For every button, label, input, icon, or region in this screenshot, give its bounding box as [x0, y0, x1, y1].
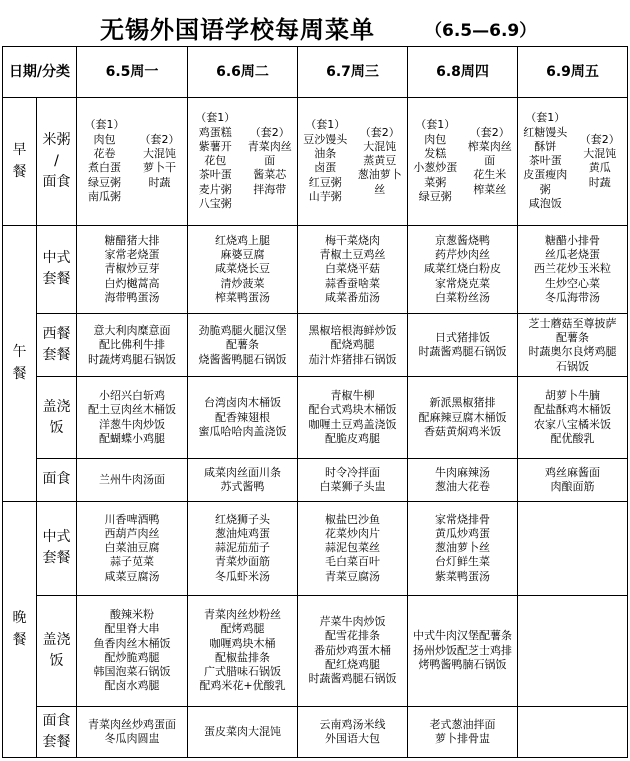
menu-cell: 酸辣米粉 配里脊大串 鱼香肉丝木桶饭 配炒脆鸡腿 韩国泡菜石锅饭 配卤水鸡腿: [77, 595, 188, 706]
breakfast-set1: （套1） 豆沙馒头 油条 卤蛋 红豆粥 山芋粥: [303, 118, 348, 203]
header-day-wed: 6.7周三: [298, 47, 408, 98]
menu-title-bar: [0, 8, 630, 42]
menu-cell: 青菜肉丝炒粉丝 配烤鸡腿 咖喱鸡块木桶 配椒盐排条 广式腊味石锅饭 配鸡米花+优酸乳: [188, 595, 298, 706]
menu-title: 无锡外国语学校每周菜单: [100, 16, 375, 44]
menu-cell: 芹菜牛肉炒饭 配雪花排条 番茄炒鸡蛋木桶 配红烧鸡腿 时蔬酱鸡腿石锅饭: [298, 595, 408, 706]
header-day-fri: 6.9周五: [518, 47, 628, 98]
lunch-noodle-row: [3, 459, 628, 502]
header-day-thu: 6.8周四: [408, 47, 518, 98]
menu-cell: 时令冷拌面 白菜狮子头盅: [298, 459, 408, 502]
lunch-rice-row: [3, 377, 628, 459]
menu-cell: 新派黑椒猪排 配麻辣豆腐木桶饭 香菇黄焖鸡米饭: [408, 377, 518, 459]
category-label: 米粥 / 面食: [37, 98, 77, 226]
menu-cell: 家常烧排骨 黄瓜炒鸡蛋 葱油萝卜丝 台灯鲜生菜 紫菜鸭蛋汤: [408, 501, 518, 595]
breakfast-cell-tue: [188, 98, 298, 226]
lunch-western-row: [3, 314, 628, 377]
menu-cell: 红烧狮子头 葱油炖鸡蛋 蒜泥茄茄子 青菜炒面筋 冬瓜虾米汤: [188, 501, 298, 595]
menu-cell: 胡萝卜牛腩 配盐酥鸡木桶饭 农家八宝橘米饭 配优酸乳: [518, 377, 628, 459]
date-range: （6.5—6.9）: [425, 21, 537, 41]
breakfast-set1: （套1） 鸡蛋糕 紫薯开 花包 茶叶蛋 麦片粥 八宝粥: [195, 111, 236, 210]
category-label: 面食 套餐: [37, 706, 77, 757]
header-corner: 日期/分类: [3, 47, 77, 98]
menu-cell: 小绍兴白斩鸡 配土豆肉丝木桶饭 洋葱牛肉炒饭 配蝴蝶小鸡腿: [77, 377, 188, 459]
dinner-rice-row: [3, 595, 628, 706]
menu-cell: 青菜肉丝炒鸡蛋面 冬瓜肉圆盅: [77, 706, 188, 757]
menu-cell: [518, 706, 628, 757]
menu-cell: 咸菜肉丝面川条 苏式酱鸭: [188, 459, 298, 502]
header-day-tue: 6.6周二: [188, 47, 298, 98]
category-label: 中式 套餐: [37, 501, 77, 595]
menu-cell: 芝士蘑菇至尊披萨 配薯条 时蔬奥尔良烤鸡腿 石锅饭: [518, 314, 628, 377]
breakfast-set2: （套2） 榨菜肉丝面 花生米 榨菜丝: [467, 125, 512, 196]
weekly-menu-table: [2, 46, 628, 758]
breakfast-cell-wed: [298, 98, 408, 226]
breakfast-set1: （套1） 肉包 发糕 小葱炒蛋 菜粥 绿豆粥: [413, 118, 458, 203]
menu-cell: 蛋皮菜肉大混饨: [188, 706, 298, 757]
menu-cell: 黑椒培根海鲜炒饭 配烧鸡腿 茄汁炸猪排石锅饭: [298, 314, 408, 377]
category-label: 中式 套餐: [37, 225, 77, 314]
breakfast-row: [3, 98, 628, 226]
menu-cell: 青椒牛柳 配台式鸡块木桶饭 咖喱土豆鸡盖浇饭 配脆皮鸡腿: [298, 377, 408, 459]
menu-cell: 云南鸡汤米线 外国语大包: [298, 706, 408, 757]
breakfast-set1: （套1） 红糖馒头 酥饼 茶叶蛋 皮蛋瘦肉 粥 咸泡饭: [523, 111, 568, 210]
menu-cell: 糖醋猪大排 家常老烧蛋 青椒炒豆芽 白灼樾蒿高 海带鸭蛋汤: [77, 225, 188, 314]
category-label: 西餐 套餐: [37, 314, 77, 377]
header-day-mon: 6.5周一: [77, 47, 188, 98]
menu-cell: 兰州牛肉汤面: [77, 459, 188, 502]
menu-cell: 鸡丝麻酱面 肉酿面筋: [518, 459, 628, 502]
category-label: 盖浇 饭: [37, 377, 77, 459]
menu-cell: 京葱酱烧鸭 药芹炒肉丝 咸菜红烧白粉皮 家常烧克菜 白菜粉丝汤: [408, 225, 518, 314]
header-row: [3, 47, 628, 98]
breakfast-set1: （套1） 肉包 花卷 煮白蛋 绿豆粥 南瓜粥: [84, 118, 125, 203]
menu-cell: 牛肉麻辣汤 葱油大花卷: [408, 459, 518, 502]
menu-cell: 意大利肉糜意面 配比佛利牛排 时蔬烤鸡腿石锅饭: [77, 314, 188, 377]
lunch-chinese-row: [3, 225, 628, 314]
breakfast-set2: （套2） 大混饨 黄瓜 时蔬: [579, 132, 620, 189]
menu-cell: [518, 501, 628, 595]
menu-cell: 川香啤酒鸭 西葫芦肉丝 白菜油豆腐 蒜子苋菜 咸菜豆腐汤: [77, 501, 188, 595]
meal-label-lunch: 午 餐: [3, 225, 37, 501]
menu-cell: 红烧鸡上腿 麻婆豆腐 咸菜烧长豆 清炒菠菜 榨菜鸭蛋汤: [188, 225, 298, 314]
breakfast-cell-fri: [518, 98, 628, 226]
menu-cell: 中式牛肉汉堡配薯条 扬州炒饭配芝士鸡排 烤鸭酱鸭腩石锅饭: [408, 595, 518, 706]
category-label: 面食: [37, 459, 77, 502]
dinner-noodle-row: [3, 706, 628, 757]
breakfast-set2: （套2） 大混饨 萝卜干 时蔬: [139, 132, 180, 189]
menu-cell: 梅干菜烧肉 青椒土豆鸡丝 白菜烧平菇 蒜香蚕啥菜 咸菜番茄汤: [298, 225, 408, 314]
breakfast-cell-mon: [77, 98, 188, 226]
dinner-chinese-row: [3, 501, 628, 595]
menu-cell: [518, 595, 628, 706]
category-label: 盖浇 饭: [37, 595, 77, 706]
menu-cell: 劲脆鸡腿火腿汉堡 配薯条 烧酱酱鸭腿石锅饭: [188, 314, 298, 377]
menu-cell: 日式猪排饭 时蔬酱鸡腿石锅饭: [408, 314, 518, 377]
menu-cell: 糖醋小排骨 丝瓜老烧蛋 西兰花炒玉米粒 生炒空心菜 冬瓜海带汤: [518, 225, 628, 314]
breakfast-cell-thu: [408, 98, 518, 226]
meal-label-breakfast: 早 餐: [3, 98, 37, 226]
menu-cell: 台湾卤肉木桶饭 配香辣翅根 蜜瓜哈哈肉盖浇饭: [188, 377, 298, 459]
menu-cell: 老式葱油拌面 萝卜排骨盅: [408, 706, 518, 757]
meal-label-dinner: 晚 餐: [3, 501, 37, 757]
menu-cell: 椒盐巴沙鱼 花菜炒肉片 蒜泥包菜丝 毛白菜百叶 青菜豆腐汤: [298, 501, 408, 595]
breakfast-set2: （套2） 青菜肉丝面 酱菜芯 拌海带: [247, 125, 292, 196]
breakfast-set2: （套2） 大混饨 蒸黄豆 葱油萝卜 丝: [357, 125, 402, 196]
